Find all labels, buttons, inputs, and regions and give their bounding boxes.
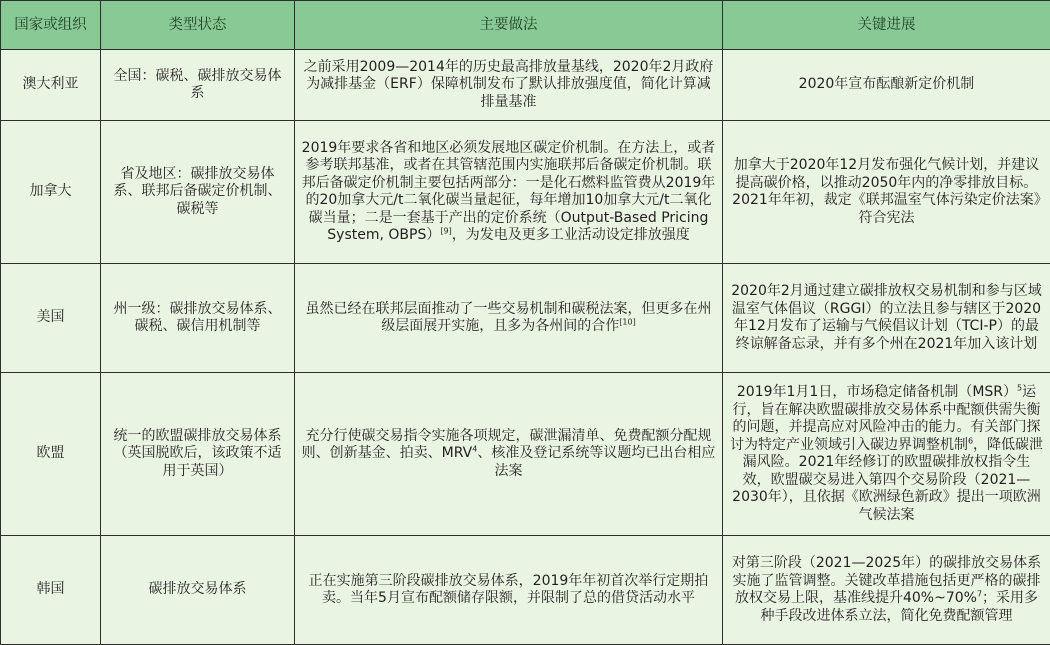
table-row-usa xyxy=(1,264,1050,373)
type-cell: 州一级：碳排放交易体系、碳税、碳信用机制等 xyxy=(101,264,295,373)
header-type: 类型状态 xyxy=(101,1,295,50)
progress-text: 2020年2月通过建立碳排放权交易机制和参与区域温室气体倡议（RGGI）的立法且参与辖区于2020年12月发布了运输与气候倡议计划（TCI-P）的最终谅解备忘录，并有多个州在2021年加入该计划 xyxy=(731,283,1042,352)
progress-cell xyxy=(723,121,1050,264)
progress-text-tail: ，降低碳泄漏风险。2021年经修订的欧盟碳排放权指令生效，欧盟碳交易进入第四个交易阶段（2021—2030年），且依据《欧洲绿色新政》提出一项欧洲气候法案 xyxy=(732,437,1043,523)
approach-text: 2019年要求各省和地区必须发展地区碳定价机制。在方法上，或者参考联邦基准，或者在其管辖范围内实施联邦后备碳定价机制。联邦后备碳定价机制主要包括两部分：一是化石燃料监管费从2019年的20加拿大元/t二氧化碳当量起征，每年增加10加拿大元/t二氧化碳当量；二是一套基于产出的定价系统（Output-Based Pricing System, OBPS） xyxy=(302,140,716,244)
approach-text: 正在实施第三阶段碳排放交易体系，2019年年初首次举行定期拍卖。当年5月宣布配额储存限额，并限制了总的借贷活动水平 xyxy=(309,573,709,607)
reference-mark: 7 xyxy=(977,589,982,598)
table-row-australia xyxy=(1,50,1050,121)
progress-text: 加拿大于2020年12月发布强化气候计划，并建议提高碳价格，以推动2050年内的净零排放目标。2021年年初，裁定《联邦温室气体污染定价法案》符合宪法 xyxy=(732,157,1041,226)
type-cell: 碳排放交易体系 xyxy=(101,536,295,645)
country-cell: 美国 xyxy=(1,264,101,373)
reference-mark: [9] xyxy=(440,226,451,235)
approach-text-tail: ，为发电及更多工业活动设定排放强度 xyxy=(452,227,690,243)
table-body xyxy=(1,50,1050,645)
approach-text: 虽然已经在联邦层面推动了一些交易机制和碳税法案，但更多在州级层面展开实施，且多为各州间的合作 xyxy=(306,301,712,335)
country-cell: 欧盟 xyxy=(1,373,101,536)
reference-mark: 5 xyxy=(1017,383,1022,392)
approach-cell xyxy=(295,121,723,264)
header-progress: 关键进展 xyxy=(723,1,1050,50)
table-row-eu xyxy=(1,373,1050,536)
header-row xyxy=(1,1,1050,50)
progress-text: 对第三阶段（2021—2025年）的碳排放交易体系实施了监管调整。关键改革措施包括更严格的碳排放权交易上限，基准线提升40%~70% xyxy=(732,555,1041,606)
approach-text-tail: 、核准及登记系统等议题均已出台相应法案 xyxy=(477,445,715,479)
progress-cell xyxy=(723,50,1050,121)
country-cell: 韩国 xyxy=(1,536,101,645)
country-cell: 加拿大 xyxy=(1,121,101,264)
progress-text: 2019年1月1日，市场稳定储备机制（MSR） xyxy=(737,384,1017,400)
header-country: 国家或组织 xyxy=(1,1,101,50)
table-header xyxy=(1,1,1050,50)
type-cell: 省及地区：碳排放交易体系、联邦后备碳定价机制、碳税等 xyxy=(101,121,295,264)
progress-text-tail: 运行，旨在解决欧盟碳排放交易体系中配额供需失衡的问题，并提高应对风险冲击的能力。有关部门探讨为特定产业领域引入碳边界调整机制 xyxy=(730,384,1041,453)
progress-cell xyxy=(723,536,1050,645)
approach-cell xyxy=(295,536,723,645)
header-approach: 主要做法 xyxy=(295,1,723,50)
approach-cell xyxy=(295,373,723,536)
reference-mark: 6 xyxy=(968,436,973,445)
type-cell: 全国：碳税、碳排放交易体系 xyxy=(101,50,295,121)
progress-cell xyxy=(723,373,1050,536)
approach-cell xyxy=(295,264,723,373)
reference-mark: 4 xyxy=(472,445,477,454)
approach-text: 之前采用2009—2014年的历史最高排放量基线，2020年2月政府为减排基金（ERF）保障机制发布了默认排放强度值，简化计算减排量基准 xyxy=(304,59,714,110)
table-row-korea xyxy=(1,536,1050,645)
progress-text: 2020年宣布酝酿新定价机制 xyxy=(799,76,975,92)
country-cell: 澳大利亚 xyxy=(1,50,101,121)
progress-text-tail: ；采用多种手段改进体系立法，简化免费配额管理 xyxy=(761,590,1039,624)
table-row-canada xyxy=(1,121,1050,264)
reference-mark: [10] xyxy=(619,317,635,326)
type-cell: 统一的欧盟碳排放交易体系（英国脱欧后，该政策不适用于英国） xyxy=(101,373,295,536)
progress-cell xyxy=(723,264,1050,373)
approach-cell xyxy=(295,50,723,121)
approach-text: 充分行使碳交易指令实施各项规定，碳泄漏清单、免费配额分配规则、创新基金、拍卖、MRV xyxy=(302,428,712,462)
